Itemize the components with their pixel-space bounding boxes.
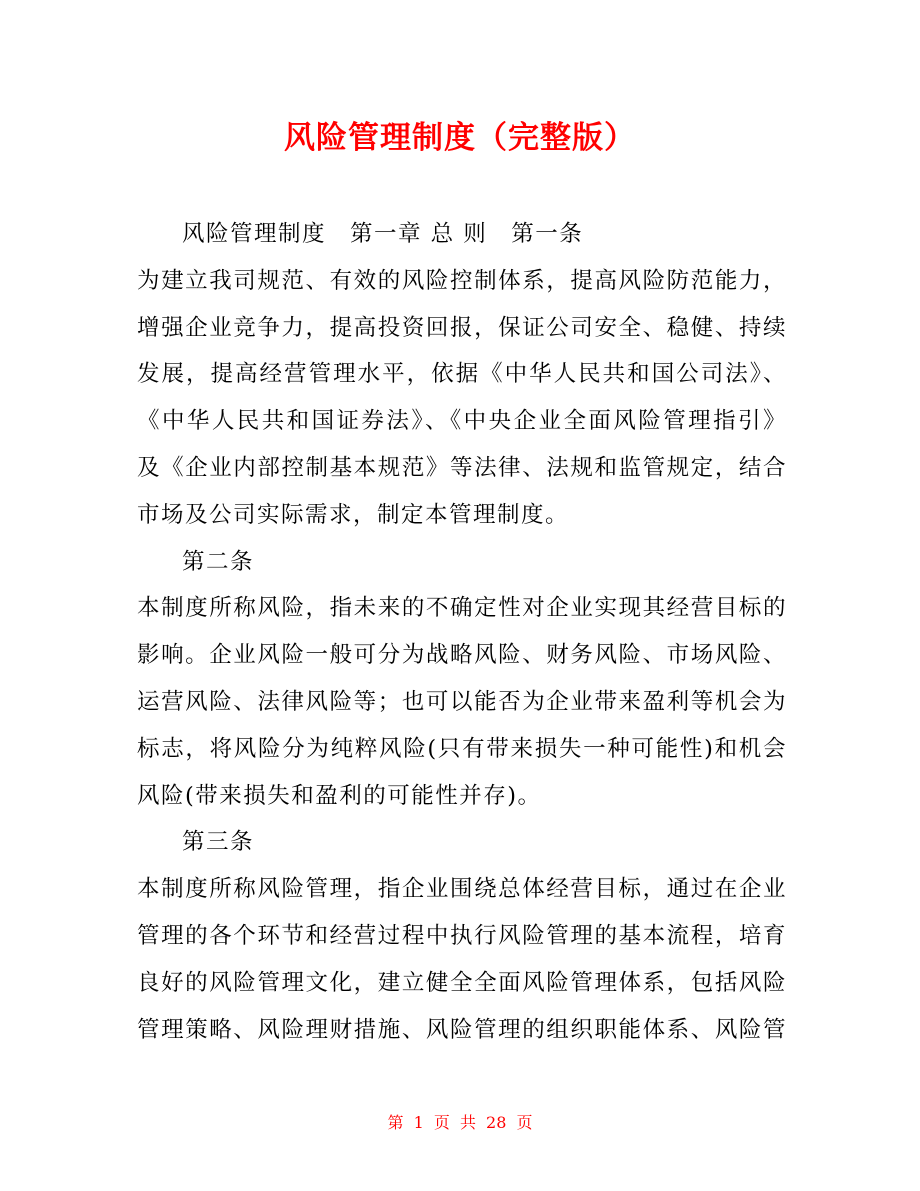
paragraph-line: 良好的风险管理文化，建立健全全面风险管理体系，包括风险: [137, 969, 787, 996]
paragraph-line: 风险(带来损失和盈利的可能性并存)。: [137, 782, 542, 809]
article-heading: 第三条: [182, 829, 255, 856]
document-title: 风险管理制度（完整版）: [284, 120, 636, 156]
paragraph-line: 为建立我司规范、有效的风险控制体系，提高风险防范能力，: [137, 267, 787, 294]
paragraph-line: 本制度所称风险，指未来的不确定性对企业实现其经营目标的: [137, 595, 787, 622]
article-heading: 第二条: [182, 548, 255, 575]
page-number-footer: 第 1 页 共 28 页: [387, 1113, 533, 1132]
paragraph-line: 标志，将风险分为纯粹风险(只有带来损失一种可能性)和机会: [137, 735, 787, 762]
paragraph-line: 本制度所称风险管理，指企业围绕总体经营目标，通过在企业: [137, 876, 787, 903]
paragraph-line: 增强企业竞争力，提高投资回报，保证公司安全、稳健、持续: [137, 314, 787, 341]
paragraph-line: 管理的各个环节和经营过程中执行风险管理的基本流程，培育: [137, 922, 787, 949]
chapter-heading-line: 风险管理制度 第一章 总 则 第一条: [182, 221, 584, 247]
paragraph-line: 运营风险、法律风险等；也可以能否为企业带来盈利等机会为: [137, 688, 787, 715]
paragraph-line: 市场及公司实际需求，制定本管理制度。: [137, 501, 570, 528]
paragraph-line: 管理策略、风险理财措施、风险管理的组织职能体系、风险管: [137, 1016, 787, 1043]
paragraph-line: 及《企业内部控制基本规范》等法律、法规和监管规定，结合: [137, 454, 787, 481]
paragraph-line: 《中华人民共和国证券法》、《中央企业全面风险管理指引》: [137, 408, 787, 435]
paragraph-line: 发展，提高经营管理水平，依据《中华人民共和国公司法》、: [137, 361, 787, 388]
paragraph-line: 影响。企业风险一般可分为战略风险、财务风险、市场风险、: [137, 642, 787, 669]
document-body: [137, 211, 787, 1053]
